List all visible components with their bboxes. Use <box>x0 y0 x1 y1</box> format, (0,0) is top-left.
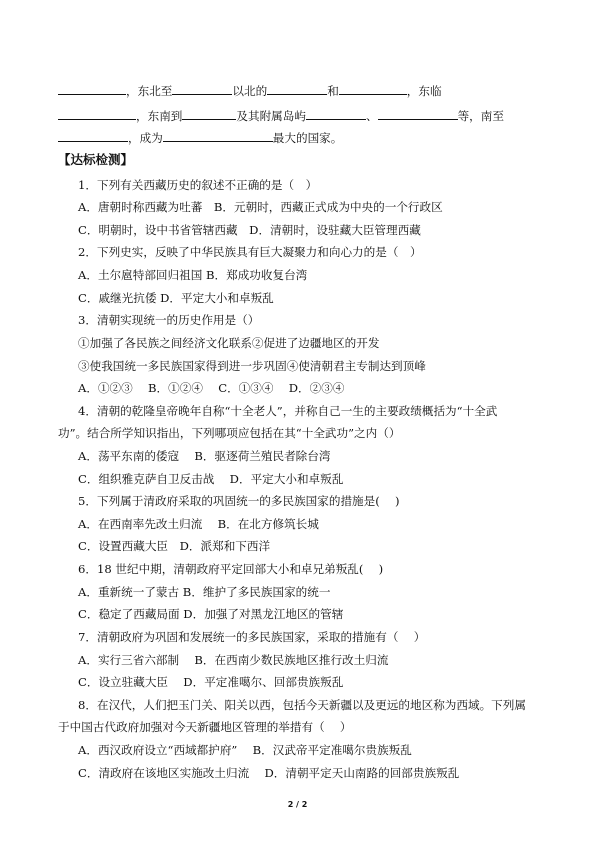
question-7-option: C．设立驻藏大臣 D．平定准噶尔、回部贵族叛乱 <box>78 675 344 689</box>
blank[interactable] <box>58 107 136 120</box>
blank[interactable] <box>267 82 327 95</box>
question-6-option: A．重新统一了蒙古 B．维护了多民族国家的统一 <box>78 585 331 599</box>
blank[interactable] <box>58 82 126 95</box>
question-8-stem: 8．在汉代，人们把玉门关、阳关以西，包括今天新疆以及更远的地区称为西域。下列属 <box>78 698 526 712</box>
question-4-option: C．组织雅克萨自卫反击战 D．平定大小和卓叛乱 <box>78 472 344 486</box>
question-4-stem: 4．清朝的乾隆皇帝晚年自称“十全老人”，并称自己一生的主要政绩概括为“十全武 <box>78 404 498 418</box>
page-number: 2 / 2 <box>287 800 308 809</box>
question-8-option: C．清政府在该地区实施改土归流 D．清朝平定天山南路的回部贵族叛乱 <box>78 766 460 780</box>
question-7-option: A．实行三省六部制 B．在西南少数民族地区推行改土归流 <box>78 653 389 667</box>
question-1-option: C．明朝时，设中书省管辖西藏 D．清朝时，设驻藏大臣管理西藏 <box>78 223 421 237</box>
blank[interactable] <box>58 129 128 142</box>
question-2-option: A．土尔扈特部回归祖国 B．郑成功收复台湾 <box>78 268 308 282</box>
question-1-option: A．唐朝时称西藏为吐蕃 B．元朝时，西藏正式成为中央的一个行政区 <box>78 200 443 214</box>
blank[interactable] <box>306 107 366 120</box>
question-4-stem-cont: 功”。结合所学知识指出，下列哪项应包括在其“十全武功”之内（） <box>58 426 401 440</box>
fill-in-line-3: ，成为 最大的国家。 <box>58 129 595 146</box>
question-5-option: A．在西南率先改土归流 B．在北方修筑长城 <box>78 517 319 531</box>
blank[interactable] <box>339 82 407 95</box>
question-5-option: C．设置西藏大臣 D．派郑和下西洋 <box>78 539 271 553</box>
question-6-stem: 6．18 世纪中期，清朝政府平定回部大小和卓兄弟叛乱( ) <box>78 562 384 576</box>
question-8-option: A．西汉政府设立“西域都护府” B．汉武帝平定准噶尔贵族叛乱 <box>78 743 412 757</box>
question-3-statement: ③使我国统一多民族国家得到进一步巩固④使清朝君主专制达到顶峰 <box>78 359 426 373</box>
question-4-option: A．荡平东南的倭寇 B．驱逐荷兰殖民者除台湾 <box>78 449 331 463</box>
blank[interactable] <box>182 107 236 120</box>
question-6-option: C．稳定了西藏局面 D．加强了对黑龙江地区的管辖 <box>78 607 344 621</box>
question-3-statement: ①加强了各民族之间经济文化联系②促进了边疆地区的开发 <box>78 336 380 350</box>
question-3-stem: 3．清朝实现统一的历史作用是（） <box>78 313 260 327</box>
fill-in-line-1: ，东北至 以北的 和 ，东临 <box>58 82 595 99</box>
question-7-stem: 7．清朝政府为巩固和发展统一的多民族国家，采取的措施有（ ） <box>78 630 426 644</box>
question-2-option: C．戚继光抗倭 D．平定大小和卓叛乱 <box>78 291 274 305</box>
question-2-stem: 2．下列史实，反映了中华民族具有巨大凝聚力和向心力的是（ ） <box>78 245 422 259</box>
question-8-stem-cont: 于中国古代政府加强对今天新疆地区管理的举措有（ ） <box>58 720 352 734</box>
question-1-stem: 1．下列有关西藏历史的叙述不正确的是（ ） <box>78 178 318 192</box>
blank[interactable] <box>172 82 232 95</box>
section-title: 【达标检测】 <box>58 152 134 167</box>
question-5-stem: 5．下列属于清政府采取的巩固统一的多民族国家的措施是( ) <box>78 494 400 508</box>
question-3-option: A．①②③ B．①②④ C．①③④ D．②③④ <box>78 381 345 395</box>
fill-in-line-2: ，东南到 及其附属岛屿 、 等，南至 <box>58 107 595 124</box>
blank[interactable] <box>163 129 273 142</box>
blank[interactable] <box>378 107 458 120</box>
